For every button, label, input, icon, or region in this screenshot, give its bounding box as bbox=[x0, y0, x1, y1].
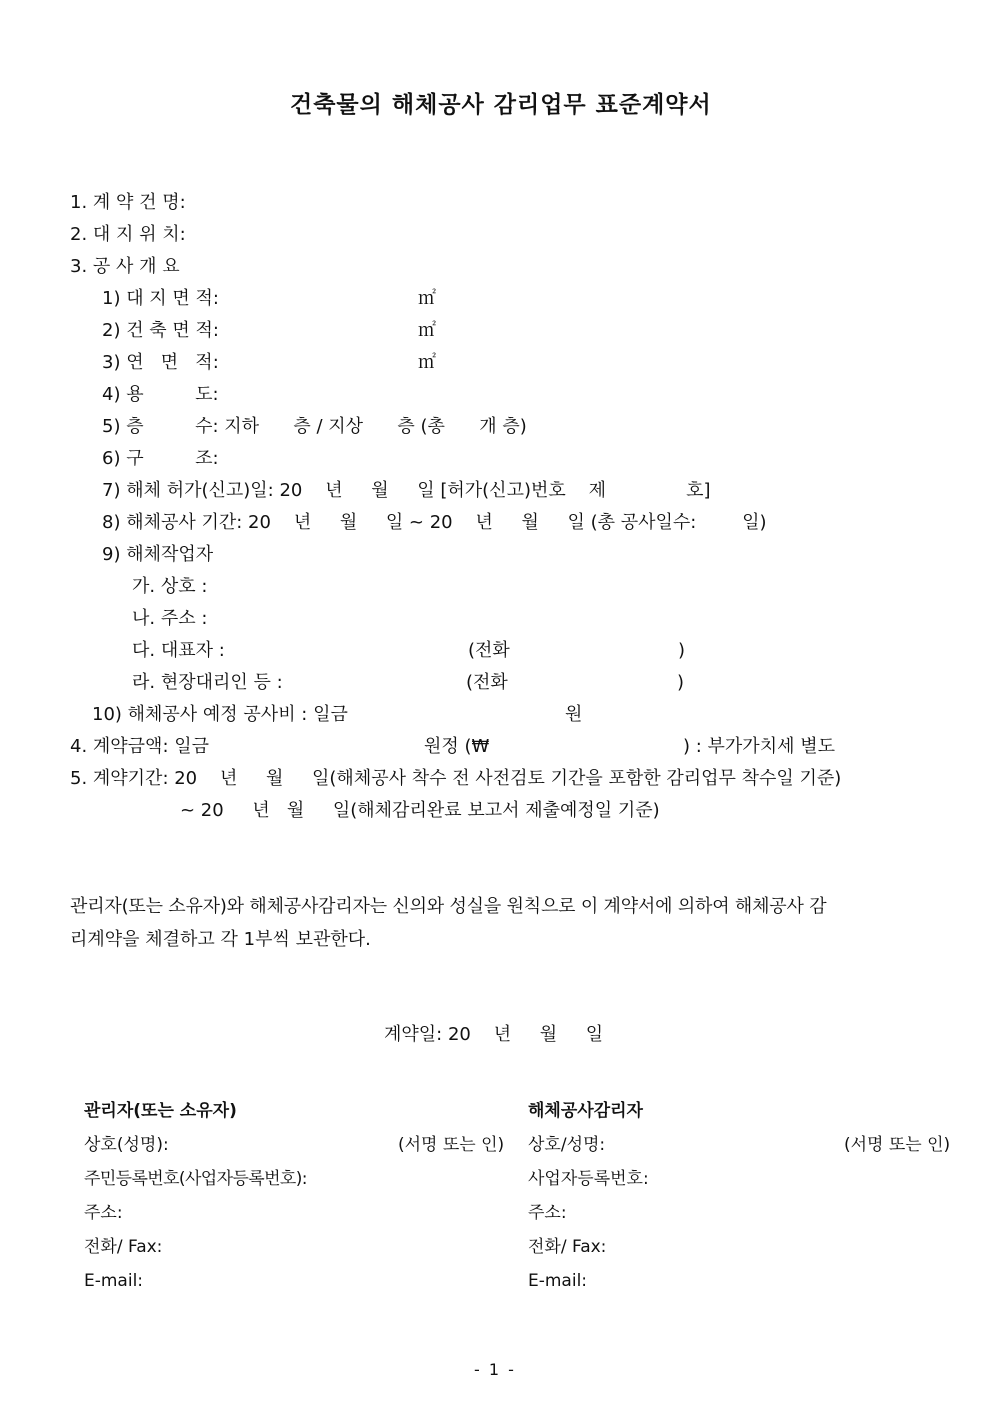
supervisor-name-label: 상호/성명: bbox=[528, 1135, 606, 1155]
contractor-representative: 다. 대표자 : bbox=[132, 640, 225, 661]
item-contract-period: 5. 계약기간: 20 년 월 일(해체공사 착수 전 사전검토 기간을 포함한 감리업무 착수일 기준) bbox=[70, 768, 842, 789]
contractor-company: 가. 상호 : bbox=[132, 576, 208, 597]
owner-address-label: 주소: bbox=[84, 1203, 123, 1223]
supervisor-signature-label: (서명 또는 인) bbox=[844, 1135, 951, 1155]
owner-signature-label: (서명 또는 인) bbox=[398, 1135, 505, 1155]
contractor-representative-phone-close: ) bbox=[678, 640, 686, 661]
sub-building-area: 2) 건 축 면 적: bbox=[102, 320, 219, 341]
sub-usage: 4) 용 도: bbox=[102, 384, 219, 405]
sub-site-area-unit: ㎡ bbox=[418, 288, 436, 309]
item-contract-name: 1. 계 약 건 명: bbox=[70, 192, 186, 213]
page-number: - 1 - bbox=[474, 1360, 516, 1379]
item-contract-amount: 4. 계약금액: 일금 bbox=[70, 736, 210, 757]
sub-total-floor-area: 3) 연 면 적: bbox=[102, 352, 219, 373]
sub-demolition-period: 8) 해체공사 기간: 20 년 월 일 ~ 20 년 월 일 (총 공사일수: 일) bbox=[102, 512, 767, 533]
supervisor-address-label: 주소: bbox=[528, 1203, 567, 1223]
sub-estimated-cost-unit: 원 bbox=[565, 704, 583, 725]
contractor-representative-phone: (전화 bbox=[468, 640, 510, 661]
agreement-paragraph-line1: 관리자(또는 소유자)와 해체공사감리자는 신의와 성실을 원칙으로 이 계약서에 의하여 해체공사 감 bbox=[70, 896, 827, 917]
supervisor-phone-fax-label: 전화/ Fax: bbox=[528, 1237, 607, 1257]
item-contract-amount-vat: ) : 부가가치세 별도 bbox=[683, 736, 835, 757]
contractor-address: 나. 주소 : bbox=[132, 608, 208, 629]
item-contract-amount-mid: 원정 (₩ bbox=[424, 736, 490, 757]
item-contract-period-end: ~ 20 년 월 일(해체감리완료 보고서 제출예정일 기준) bbox=[180, 800, 660, 821]
supervisor-id-label: 사업자등록번호: bbox=[528, 1169, 649, 1189]
sub-total-floor-area-unit: ㎡ bbox=[418, 352, 436, 373]
document-title: 건축물의 해체공사 감리업무 표준계약서 bbox=[290, 92, 712, 118]
owner-phone-fax-label: 전화/ Fax: bbox=[84, 1237, 163, 1257]
sub-permit-date: 7) 해체 허가(신고)일: 20 년 월 일 [허가(신고)번호 제 호] bbox=[102, 480, 711, 501]
sub-building-area-unit: ㎡ bbox=[418, 320, 436, 341]
owner-heading: 관리자(또는 소유자) bbox=[84, 1101, 237, 1121]
sub-demolition-contractor: 9) 해체작업자 bbox=[102, 544, 214, 565]
sub-estimated-cost: 10) 해체공사 예정 공사비 : 일금 bbox=[92, 704, 348, 725]
owner-email-label: E-mail: bbox=[84, 1271, 144, 1291]
contract-date: 계약일: 20 년 월 일 bbox=[384, 1024, 604, 1045]
supervisor-email-label: E-mail: bbox=[528, 1271, 588, 1291]
sub-floors: 5) 층 수: 지하 층 / 지상 층 (총 개 층) bbox=[102, 416, 527, 437]
sub-site-area: 1) 대 지 면 적: bbox=[102, 288, 219, 309]
owner-name-label: 상호(성명): bbox=[84, 1135, 169, 1155]
item-construction-overview: 3. 공 사 개 요 bbox=[70, 256, 180, 277]
supervisor-heading: 해체공사감리자 bbox=[528, 1101, 643, 1121]
agreement-paragraph-line2: 리계약을 체결하고 각 1부씩 보관한다. bbox=[70, 929, 371, 950]
item-site-location: 2. 대 지 위 치: bbox=[70, 224, 186, 245]
contractor-site-agent-phone: (전화 bbox=[466, 672, 508, 693]
sub-structure: 6) 구 조: bbox=[102, 448, 219, 469]
contractor-site-agent: 라. 현장대리인 등 : bbox=[132, 672, 283, 693]
contractor-site-agent-phone-close: ) bbox=[677, 672, 685, 693]
owner-id-label: 주민등록번호(사업자등록번호): bbox=[84, 1169, 307, 1189]
